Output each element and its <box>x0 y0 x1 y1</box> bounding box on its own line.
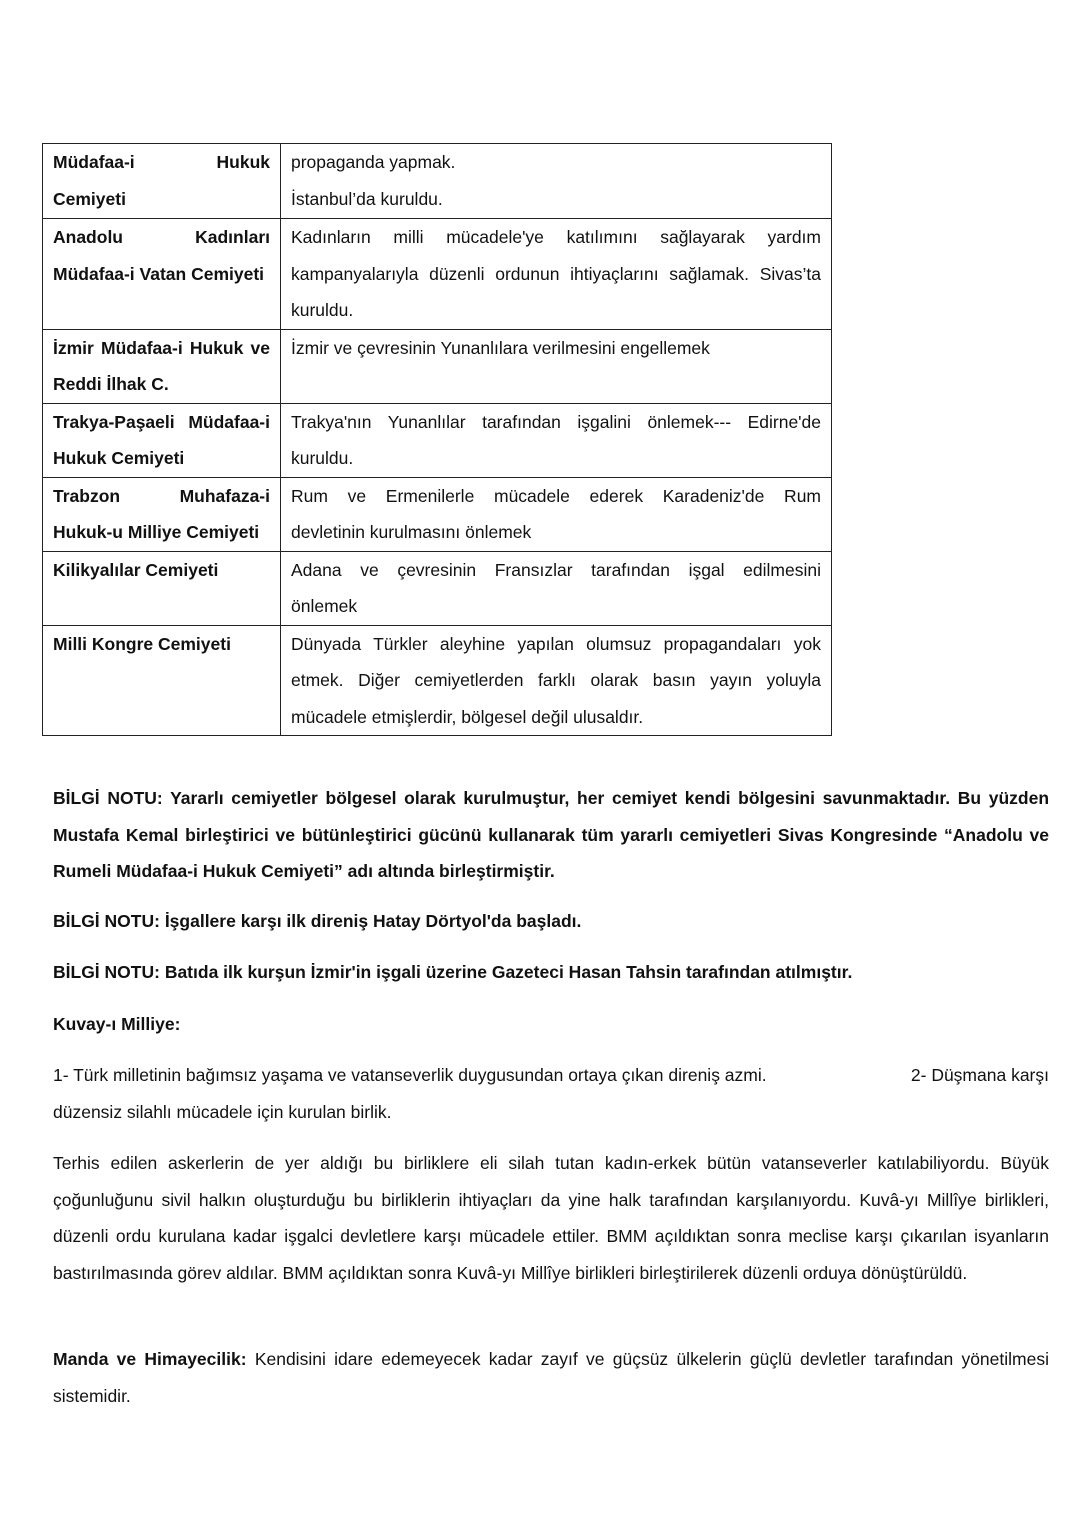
desc-line: Rum ve Ermenilerle mücadele ederek Karadeniz'de Rum <box>291 485 821 506</box>
desc-line: kuruldu. <box>291 300 354 320</box>
definitions-line <box>53 1057 1049 1094</box>
info-note-1 <box>53 780 1049 890</box>
info-note-label: BİLGİ NOTU: <box>53 911 160 931</box>
name-line: Kilikyalılar Cemiyeti <box>53 559 219 580</box>
cemiyet-name <box>43 219 281 330</box>
info-note-text: Yararlı cemiyetler bölgesel olarak kurulmuştur, her cemiyet kendi bölgesini savunmaktadır. Bu yüzden Mustafa Kemal birleştirici ve bütünleştirici gücünü kullanarak tüm yararlı cemiyetleri Sivas Kongresinde “Anadolu ve Rumeli Müdafaa-i Hukuk Cemiyeti” adı altında birleştirmiştir. <box>53 788 1050 881</box>
info-note-3 <box>53 954 1049 991</box>
desc-line: etmek. Diğer cemiyetlerden farklı olarak basın yayın yoluyla <box>291 670 821 690</box>
cemiyet-name <box>43 329 281 403</box>
definition-1: 1- Türk milletinin bağımsız yaşama ve vatanseverlik duygusundan ortaya çıkan direniş azmi. <box>53 1065 767 1085</box>
desc-line: kampanyalarıyla düzenli ordunun ihtiyaçlarını sağlamak. Sivas’ta <box>291 263 821 284</box>
table-row <box>43 219 832 330</box>
cemiyet-desc <box>281 477 832 551</box>
name-line: Trabzon Muhafaza-i <box>53 485 270 506</box>
manda-label: Manda ve Himayecilik: <box>53 1349 247 1369</box>
desc-line: Dünyada Türkler aleyhine yapılan olumsuz propagandaları yok <box>291 633 821 654</box>
desc-line: İzmir ve çevresinin Yunanlılara verilmesini engellemek <box>291 337 710 358</box>
info-note-2 <box>53 903 1049 940</box>
definition-2-rest: düzensiz silahlı mücadele için kurulan birlik. <box>53 1101 392 1122</box>
cemiyet-desc <box>281 144 832 219</box>
name-line: Hukuk-u Milliye Cemiyeti <box>53 522 260 542</box>
cemiyet-name <box>43 625 281 736</box>
name-line: Reddi İlhak C. <box>53 374 169 394</box>
name-line: Müdafaa-i Hukuk <box>53 152 270 172</box>
manda-text: Kendisini idare edemeyecek kadar zayıf ve güçsüz ülkelerin güçlü devletler tarafından yönetilmesi sistemidir. <box>53 1349 1049 1406</box>
desc-line: propaganda yapmak. <box>291 152 456 172</box>
name-line: Anadolu Kadınları <box>53 227 270 247</box>
desc-line: mücadele etmişlerdir, bölgesel değil ulusaldır. <box>291 706 644 727</box>
name-line: Hukuk Cemiyeti <box>53 448 185 468</box>
kuvay-definitions <box>53 1057 1049 1130</box>
table-row <box>43 625 832 736</box>
cemiyet-desc <box>281 329 832 403</box>
info-note-text: İşgallere karşı ilk direniş Hatay Dörtyol'da başladı. <box>164 911 582 931</box>
info-note-text: Batıda ilk kurşun İzmir'in işgali üzerine Gazeteci Hasan Tahsin tarafından atılmıştır. <box>164 962 853 982</box>
desc-line: Adana ve çevresinin Fransızlar tarafından işgal edilmesini <box>291 559 821 580</box>
definition-2-start: 2- Düşmana karşı <box>910 1065 1049 1085</box>
desc-line: İstanbul’da kuruldu. <box>291 188 443 209</box>
kuvay-heading: Kuvay-ı Milliye: <box>53 1014 181 1034</box>
name-line: Milli Kongre Cemiyeti <box>53 633 231 654</box>
cemiyet-desc <box>281 551 832 625</box>
name-line: Cemiyeti <box>53 188 126 209</box>
info-note-label: BİLGİ NOTU: <box>53 788 163 808</box>
cemiyet-desc <box>281 219 832 330</box>
table-row <box>43 477 832 551</box>
manda-definition <box>53 1341 1049 1414</box>
table-row <box>43 403 832 477</box>
desc-line: önlemek <box>291 596 358 616</box>
table-row <box>43 329 832 403</box>
cemiyet-name <box>43 551 281 625</box>
cemiyetler-table <box>42 143 832 736</box>
cemiyet-name <box>43 477 281 551</box>
name-line: Trakya-Paşaeli Müdafaa-i <box>53 411 270 432</box>
desc-line: Kadınların milli mücadele'ye katılımını sağlayarak yardım <box>291 227 821 247</box>
table-row <box>43 551 832 625</box>
name-line: İzmir Müdafaa-i Hukuk ve <box>53 337 270 358</box>
desc-line: kuruldu. <box>291 448 354 468</box>
cemiyet-name <box>43 144 281 219</box>
cemiyet-desc <box>281 403 832 477</box>
kuvay-paragraph: Terhis edilen askerlerin de yer aldığı bu birliklere eli silah tutan kadın-erkek bütün vatanseverler katılabiliyordu. Büyük çoğunluğunu sivil halkın oluşturduğu bu birliklerin ihtiyaçları da yine halk tarafından karşılanıyordu. Kuvâ-yı Millîye birlikleri, düzenli ordu kurulana kadar işgalci devletlere karşı mücadele ettiler. BMM açıldıktan sonra meclise karşı çıkarılan isyanların bastırılmasında görev aldılar. BMM açıldıktan sonra Kuvâ-yı Millîye birlikleri birleştirilerek düzenli orduya dönüştürüldü. <box>53 1153 1049 1283</box>
cemiyet-desc <box>281 625 832 736</box>
cemiyet-name <box>43 403 281 477</box>
table-row <box>43 144 832 219</box>
desc-line: devletinin kurulmasını önlemek <box>291 522 532 542</box>
name-line: Müdafaa-i Vatan Cemiyeti <box>53 263 265 284</box>
info-note-label: BİLGİ NOTU: <box>53 962 160 982</box>
desc-line: Trakya'nın Yunanlılar tarafından işgalini önlemek--- Edirne'de <box>291 411 821 432</box>
